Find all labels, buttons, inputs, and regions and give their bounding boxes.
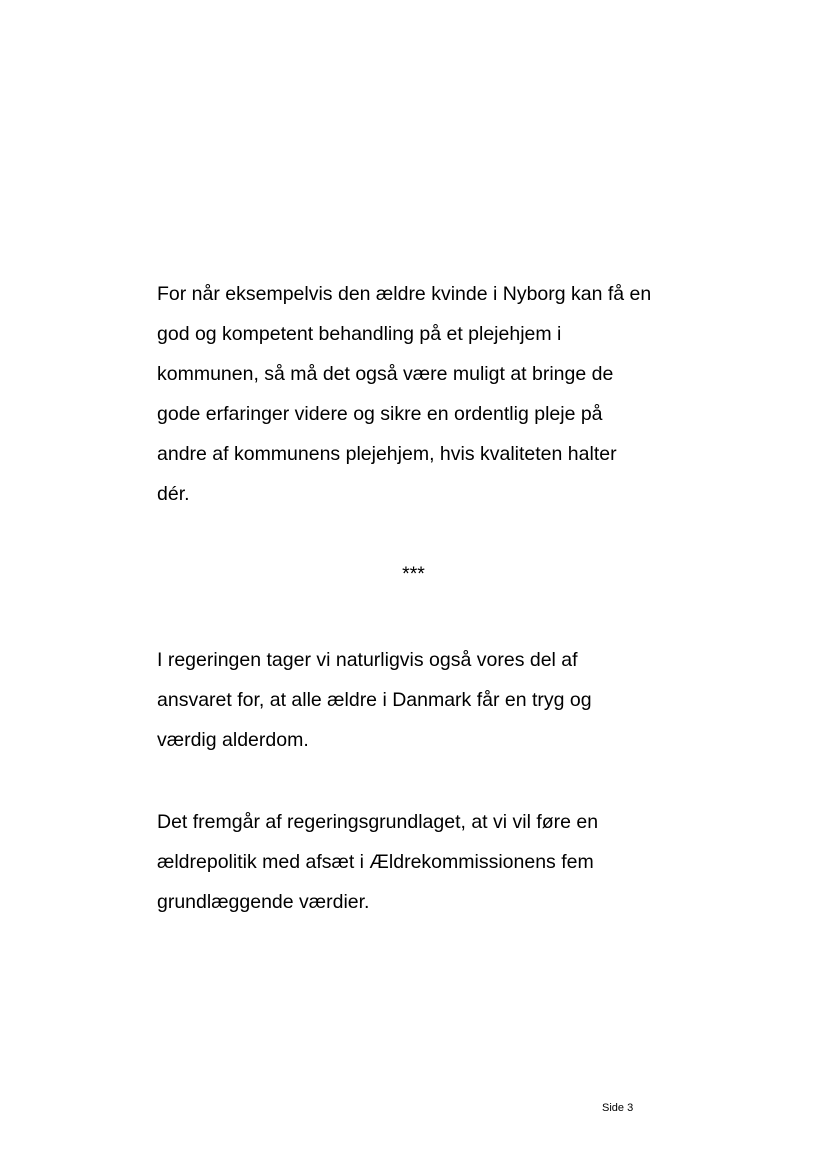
paragraph-line: god og kompetent behandling på et plejehjem i (157, 323, 562, 345)
paragraph-3 (157, 802, 697, 922)
paragraph-line: Det fremgår af regeringsgrundlaget, at vi vil føre en (157, 811, 599, 833)
page-number: Side 3 (602, 1102, 634, 1114)
paragraph-2 (157, 640, 697, 760)
paragraph-line: ældrepolitik med afsæt i Ældrekommissionens fem (157, 851, 594, 873)
paragraph-line: I regeringen tager vi naturligvis også vores del af (157, 649, 578, 671)
paragraph-line: værdig alderdom. (157, 729, 309, 751)
paragraph-1 (157, 274, 697, 514)
paragraph-line: For når eksempelvis den ældre kvinde i Nyborg kan få en (157, 283, 652, 305)
paragraph-line: dér. (157, 483, 190, 505)
paragraph-line: ansvaret for, at alle ældre i Danmark får en tryg og (157, 689, 592, 711)
paragraph-line: kommunen, så må det også være muligt at bringe de (157, 363, 614, 385)
paragraph-line: gode erfaringer videre og sikre en ordentlig pleje på (157, 403, 603, 425)
paragraph-line: andre af kommunens plejehjem, hvis kvaliteten halter (157, 443, 617, 465)
section-separator: *** (402, 563, 425, 585)
paragraph-line: grundlæggende værdier. (157, 891, 370, 913)
